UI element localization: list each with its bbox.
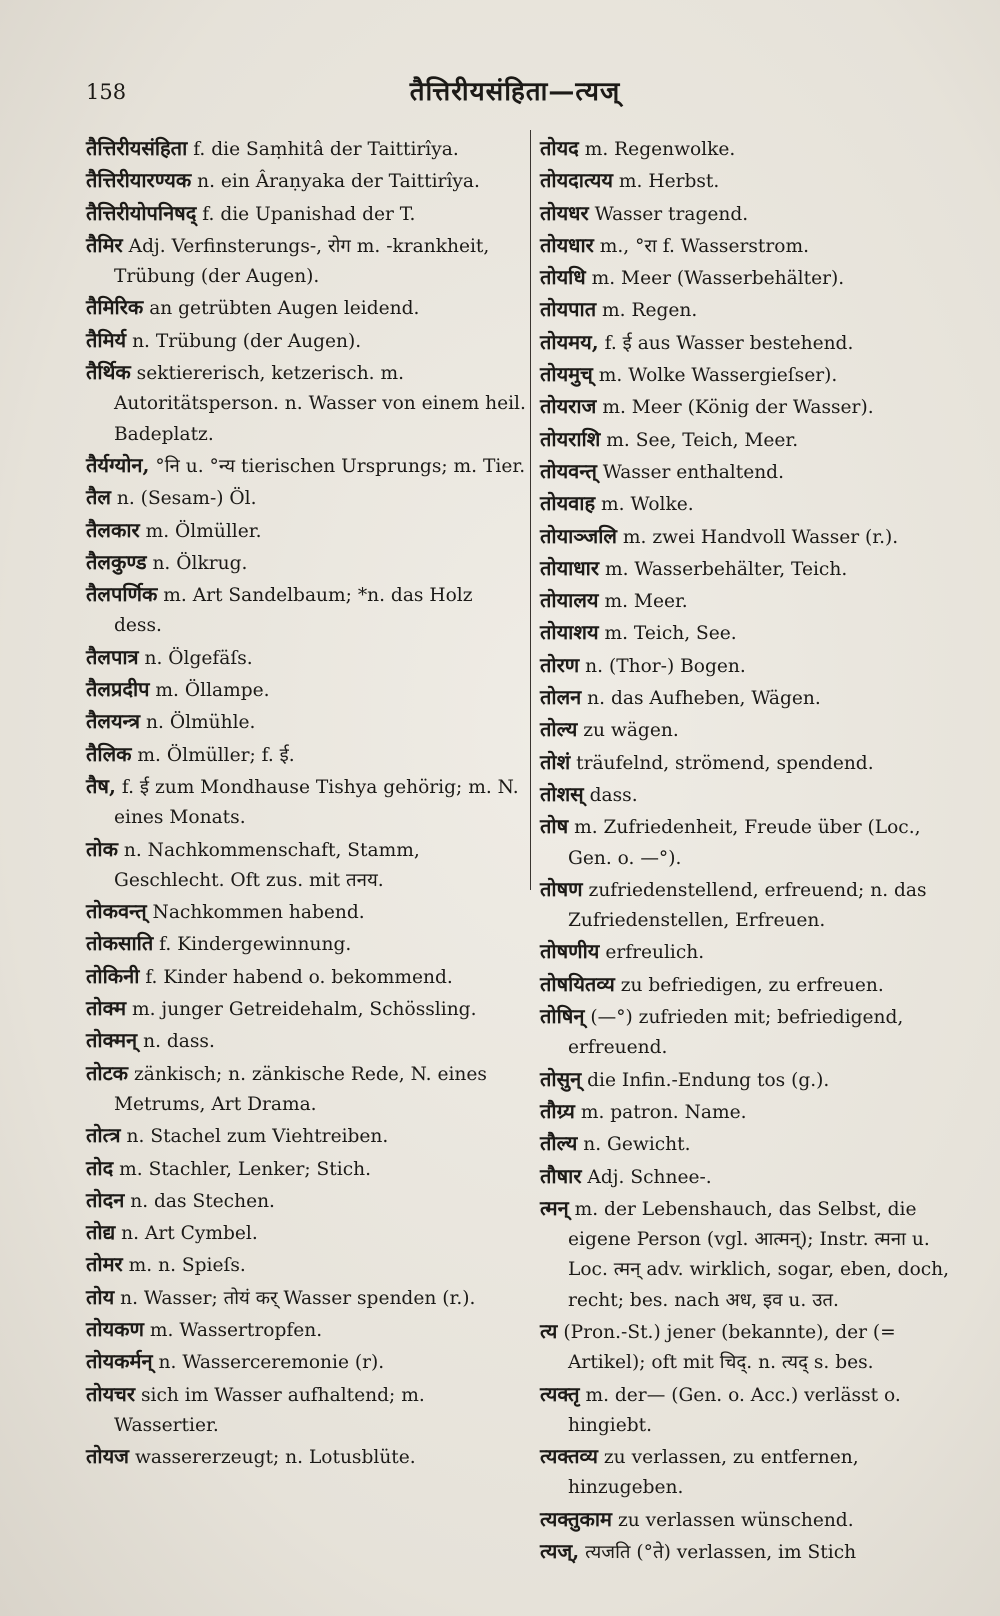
entry-definition: n. Ölgefäſs. — [144, 647, 253, 669]
entry-headword: तोयराशि — [540, 426, 601, 451]
entry-definition: zänkisch; n. zänkische Rede, N. eines Metrums, Art Drama. — [114, 1063, 487, 1115]
entry-definition: f. Kinder habend o. bekommend. — [145, 966, 453, 988]
entry-headword: तोक — [86, 836, 118, 861]
dictionary-entry — [86, 1346, 526, 1378]
entry-headword: त्यक्तृ — [540, 1381, 580, 1406]
entry-definition: f. ई zum Mondhause Tishya gehörig; m. N. eines Monats. — [114, 776, 519, 829]
entry-headword: तोकिनी — [86, 963, 140, 988]
entry-headword: त्यक्तुकाम — [540, 1506, 613, 1531]
dictionary-entry — [540, 294, 970, 326]
entry-definition: n. (Sesam-) Öl. — [116, 488, 257, 510]
entry-headword: तोसुन् — [540, 1066, 582, 1091]
dictionary-entry — [540, 424, 970, 456]
dictionary-entry — [86, 1441, 526, 1473]
entry-headword: तोयमय, — [540, 329, 599, 354]
dictionary-entry — [540, 682, 970, 714]
entry-headword: तौग्र्य — [540, 1098, 575, 1123]
entry-headword: तोयवाह — [540, 491, 596, 516]
entry-headword: त्मन् — [540, 1195, 569, 1220]
entry-headword: त्यज्, — [540, 1539, 580, 1564]
dictionary-entry — [540, 1504, 970, 1536]
dictionary-entry — [86, 579, 526, 642]
entry-definition: sich im Wasser aufhaltend; m. Wassertier. — [114, 1384, 425, 1436]
dictionary-entry — [86, 547, 526, 579]
entry-definition: an getrübten Augen leidend. — [149, 298, 420, 320]
entry-definition: Adj. Schnee-. — [587, 1166, 712, 1188]
entry-headword: तोयाञ्जलि — [540, 523, 617, 548]
entry-headword: तैलपर्णिक — [86, 582, 158, 607]
entry-definition: n. Nachkommenschaft, Stamm, Geschlecht. Oft zus. mit तनय. — [114, 839, 420, 891]
dictionary-entry — [86, 674, 526, 706]
dictionary-entry — [540, 1161, 970, 1193]
entry-headword: तोषण — [540, 876, 583, 901]
entry-definition: n. Ölkrug. — [152, 552, 248, 574]
entry-headword: तोयधर — [540, 200, 589, 225]
dictionary-entry — [540, 747, 970, 779]
entry-definition: zu befriedigen, zu erfreuen. — [620, 974, 884, 996]
dictionary-entry — [540, 1316, 970, 1379]
entry-definition: n. Ölmühle. — [146, 712, 256, 734]
dictionary-entry — [540, 262, 970, 294]
entry-headword: त्यक्तव्य — [540, 1444, 598, 1469]
entry-definition: m. Herbst. — [618, 171, 720, 193]
dictionary-entry — [540, 1001, 970, 1064]
dictionary-entry — [86, 706, 526, 738]
dictionary-entry — [86, 1058, 526, 1121]
entry-definition: sektiererisch, ketzerisch. m. Autoritätsperson. n. Wasser von einem heil. Badeplatz. — [114, 363, 526, 445]
entry-headword: तैत्तिरीयोपनिषद् — [86, 200, 197, 225]
entry-headword: तैल — [86, 485, 111, 510]
entry-definition: zu verlassen wünschend. — [617, 1509, 854, 1531]
dictionary-entry — [86, 1153, 526, 1185]
entry-definition: n. Wasserceremonie (r). — [158, 1352, 385, 1374]
entry-headword: तोयद — [540, 136, 579, 160]
entry-definition: n. ein Âraṇyaka der Taittirîya. — [197, 171, 480, 193]
entry-definition: zu wägen. — [583, 720, 679, 742]
entry-definition: m. See, Teich, Meer. — [606, 429, 799, 451]
dictionary-entry — [540, 133, 970, 165]
dictionary-entry — [540, 359, 970, 391]
dictionary-entry — [540, 198, 970, 230]
entry-definition: erfreulich. — [605, 942, 705, 964]
entry-definition: n. dass. — [143, 1031, 215, 1053]
dictionary-entry — [540, 1128, 970, 1160]
entry-definition: m. Wolke Wassergieſser). — [598, 365, 838, 387]
entry-headword: तोद्य — [86, 1220, 116, 1245]
entry-definition: m. Regen. — [602, 300, 698, 322]
entry-definition: f. die Upanishad der T. — [202, 203, 416, 225]
dictionary-entry — [86, 165, 526, 197]
entry-headword: तोयाधार — [540, 555, 600, 580]
entry-definition: m. Teich, See. — [604, 623, 737, 645]
entry-definition: n. Stachel zum Viehtreiben. — [126, 1126, 389, 1148]
dictionary-entry — [86, 230, 526, 293]
entry-definition: f. Kindergewinnung. — [159, 934, 352, 956]
dictionary-entry — [540, 650, 970, 682]
entry-definition: Nachkommen habend. — [152, 902, 365, 924]
entry-headword: तोयज — [86, 1444, 130, 1469]
dictionary-entry — [540, 391, 970, 423]
dictionary-entry — [540, 874, 970, 937]
entry-definition: m. Stachler, Lenker; Stich. — [119, 1158, 371, 1180]
entry-headword: तौषार — [540, 1163, 582, 1188]
column-divider — [530, 130, 531, 890]
dictionary-entry — [540, 1064, 970, 1096]
entry-headword: तोकवन्त् — [86, 899, 147, 924]
entry-headword: तोयकण — [86, 1316, 144, 1341]
entry-definition: träufelnd, strömend, spendend. — [576, 752, 874, 774]
entry-definition: m. Art Sandelbaum; *n. das Holz dess. — [114, 585, 473, 637]
dictionary-entry — [540, 488, 970, 520]
dictionary-entry — [86, 292, 526, 324]
dictionary-entry — [540, 1379, 970, 1442]
entry-definition: f. ई aus Wasser bestehend. — [604, 332, 854, 354]
entry-headword: तोष — [540, 814, 569, 839]
dictionary-entry — [86, 896, 526, 928]
entry-definition: m. der Lebenshauch, das Selbst, die eigene Person (vgl. आत्मन्); Instr. त्मना u. Loc. त्मन् adv. wirklich, sogar, eben, doch, recht; bes. nach अध, इव u. उत. — [568, 1198, 950, 1311]
entry-definition: n. Art Cymbel. — [121, 1223, 258, 1245]
dictionary-entry — [540, 456, 970, 488]
entry-headword: तोल्य — [540, 717, 578, 742]
entry-headword: तैमिर — [86, 232, 123, 257]
entry-headword: तोषिन् — [540, 1004, 585, 1029]
entry-definition: n. das Aufheben, Wägen. — [587, 688, 821, 710]
dictionary-entry — [540, 553, 970, 585]
entry-headword: तोलन — [540, 685, 582, 710]
entry-definition: m. Ölmüller. — [145, 520, 262, 542]
entry-headword: तोद — [86, 1155, 114, 1180]
dictionary-entry — [540, 936, 970, 968]
dictionary-entry — [86, 928, 526, 960]
entry-definition: Wasser tragend. — [594, 203, 749, 225]
dictionary-entry — [86, 771, 526, 834]
entry-definition: m. Öllampe. — [155, 680, 270, 702]
entry-headword: तौल्य — [540, 1131, 578, 1156]
entry-headword: तोयाशय — [540, 620, 599, 645]
dictionary-entry — [86, 1282, 526, 1314]
entry-headword: तोयालय — [540, 588, 599, 613]
dictionary-entry — [86, 961, 526, 993]
entry-definition: die Infin.-Endung tos (g.). — [587, 1069, 830, 1091]
dictionary-entry — [540, 1096, 970, 1128]
dictionary-entry — [86, 482, 526, 514]
entry-headword: त्य — [540, 1318, 558, 1343]
entry-definition: m. Meer. — [604, 591, 688, 613]
entry-headword: तोत्त्र — [86, 1123, 121, 1148]
entry-definition: n. Wasser; तोयं कर् Wasser spenden (r.). — [120, 1287, 476, 1309]
entry-definition: m. patron. Name. — [580, 1101, 747, 1123]
dictionary-entry — [540, 969, 970, 1001]
entry-definition: (Pron.-St.) jener (bekannte), der (= Artikel); oft mit चिद्. n. त्यद् s. bes. — [563, 1321, 896, 1374]
entry-definition: m. zwei Handvoll Wasser (r.). — [622, 526, 899, 548]
entry-definition: m. der— (Gen. o. Acc.) verlässt o. hingiebt. — [568, 1384, 901, 1436]
dictionary-entry — [86, 1120, 526, 1152]
entry-headword: तोयकर्मन् — [86, 1349, 153, 1374]
entry-definition: m. junger Getreidehalm, Schössling. — [131, 999, 477, 1021]
entry-definition: m. Ölmüller; f. ई. — [137, 744, 295, 766]
entry-definition: त्यजति (°ते) verlassen, im Stich — [585, 1542, 857, 1564]
dictionary-entry — [86, 642, 526, 674]
dictionary-entry — [540, 585, 970, 617]
entry-headword: तैलकुण्ड — [86, 549, 147, 574]
entry-definition: Wasser enthaltend. — [602, 461, 784, 483]
dictionary-entry — [540, 811, 970, 874]
entry-headword: तोषयितव्य — [540, 971, 615, 996]
page-number: 158 — [86, 80, 127, 104]
dictionary-entry — [86, 325, 526, 357]
entry-headword: तैत्तिरीयारण्यक — [86, 168, 192, 193]
entry-headword: तोक्मन् — [86, 1028, 138, 1053]
entry-headword: तोयवन्त् — [540, 458, 597, 483]
entry-definition: n. Trübung (der Augen). — [132, 330, 362, 352]
entry-headword: तोयचर — [86, 1381, 136, 1406]
dictionary-entry — [540, 1536, 970, 1568]
entry-headword: तैलपात्र — [86, 644, 139, 669]
entry-headword: तोदन — [86, 1187, 125, 1212]
entry-definition: °नि u. °न्य tierischen Ursprungs; m. Tier. — [155, 455, 526, 477]
entry-definition: n. (Thor-) Bogen. — [585, 655, 746, 677]
dictionary-entry — [86, 1217, 526, 1249]
dictionary-entry — [86, 450, 526, 482]
entry-definition: n. das Stechen. — [130, 1190, 275, 1212]
entry-definition: wassererzeugt; n. Lotusblüte. — [134, 1447, 416, 1469]
entry-headword: तैमिर्य — [86, 327, 127, 352]
entry-definition: (—°) zufrieden mit; befriedigend, erfreuend. — [568, 1007, 904, 1059]
dictionary-entry — [86, 1314, 526, 1346]
entry-definition: m. Zufriedenheit, Freude über (Loc., Gen. o. —°). — [568, 817, 921, 869]
left-column — [86, 133, 526, 1546]
entry-headword: तैष, — [86, 773, 116, 798]
dictionary-entry — [86, 1379, 526, 1442]
dictionary-entry — [540, 617, 970, 649]
dictionary-entry — [86, 357, 526, 450]
dictionary-entry — [540, 714, 970, 746]
dictionary-entry — [86, 198, 526, 230]
entry-definition: f. die Saṃhitâ der Taittirîya. — [193, 139, 459, 160]
entry-headword: तोरण — [540, 652, 580, 677]
entry-headword: तोयधार — [540, 232, 594, 257]
entry-headword: तैलप्रदीप — [86, 677, 150, 702]
entry-definition: m. Wolke. — [601, 494, 694, 516]
entry-definition: m., °रा f. Wasserstrom. — [599, 235, 809, 257]
entry-headword: तैमिरिक — [86, 295, 144, 320]
entry-definition: zu verlassen, zu entfernen, hinzugeben. — [568, 1447, 859, 1499]
entry-headword: तोक्म — [86, 996, 127, 1021]
entry-headword: तोकसाति — [86, 931, 154, 956]
entry-headword: तोषणीय — [540, 939, 600, 964]
entry-headword: तोयमुच् — [540, 362, 593, 387]
dictionary-entry — [86, 1185, 526, 1217]
right-column — [540, 133, 970, 1564]
dictionary-entry — [86, 993, 526, 1025]
dictionary-entry — [86, 133, 526, 165]
entry-headword: तैर्यग्योन, — [86, 452, 150, 477]
entry-definition: n. Gewicht. — [583, 1134, 691, 1156]
entry-definition: m. Meer (König der Wasser). — [602, 397, 874, 419]
entry-definition: zufriedenstellend, erfreuend; n. das Zufriedenstellen, Erfreuen. — [568, 879, 927, 932]
entry-headword: तोयपात — [540, 297, 597, 322]
entry-headword: तैत्तिरीयसंहिता — [86, 136, 188, 160]
entry-definition: m. Meer (Wasserbehälter). — [591, 268, 845, 290]
entry-definition: Adj. Verfinsterungs-, रोग m. -krankheit, Trübung (der Augen). — [114, 235, 490, 288]
entry-headword: तोशं — [540, 749, 571, 774]
dictionary-entry — [86, 1249, 526, 1281]
dictionary-entry — [540, 1441, 970, 1504]
entry-definition: m. Wassertropfen. — [149, 1319, 323, 1341]
dictionary-entry — [540, 1193, 970, 1316]
dictionary-entry — [86, 1025, 526, 1057]
entry-headword: तोयधि — [540, 265, 586, 290]
entry-headword: तैलयन्त्र — [86, 709, 141, 734]
entry-headword: तोय — [86, 1284, 115, 1309]
entry-definition: m. Regenwolke. — [584, 139, 736, 160]
entry-headword: तोमर — [86, 1252, 123, 1277]
entry-definition: m. n. Spieſs. — [128, 1255, 246, 1277]
entry-headword: तोयदात्यय — [540, 168, 613, 193]
dictionary-entry — [540, 165, 970, 197]
entry-definition: m. Wasserbehälter, Teich. — [604, 558, 848, 580]
dictionary-entry — [86, 834, 526, 897]
entry-headword: तोशस् — [540, 781, 584, 806]
dictionary-entry — [540, 779, 970, 811]
dictionary-entry — [86, 739, 526, 771]
page-header — [0, 72, 1000, 112]
entry-headword: तैर्थिक — [86, 360, 131, 385]
dictionary-entry — [540, 327, 970, 359]
entry-headword: तोयराज — [540, 394, 597, 419]
running-head: तैत्तिरीयसंहिता—त्यज् — [409, 77, 621, 107]
dictionary-entry — [86, 515, 526, 547]
entry-headword: तैलिक — [86, 741, 132, 766]
entry-definition: dass. — [589, 784, 638, 806]
dictionary-entry — [540, 521, 970, 553]
dictionary-entry — [540, 230, 970, 262]
entry-headword: तैलकार — [86, 517, 140, 542]
entry-headword: तोटक — [86, 1060, 129, 1085]
